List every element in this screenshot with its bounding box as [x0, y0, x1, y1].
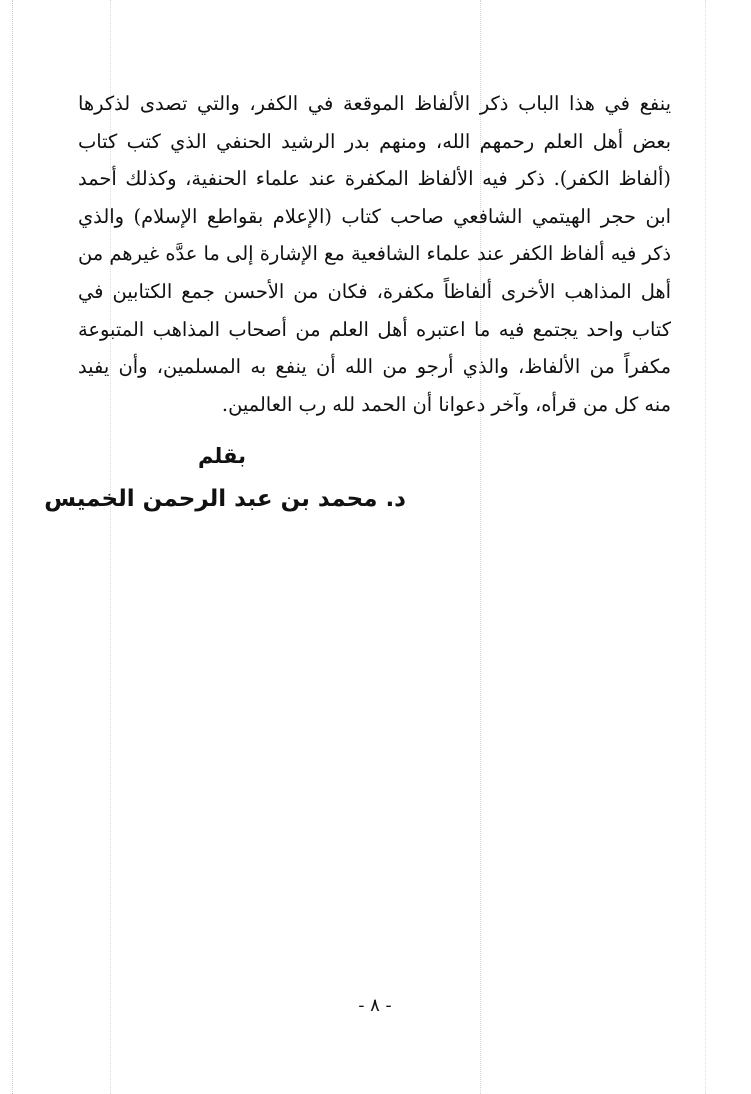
- text-line: كتاب واحد يجتمع فيه ما اعتبره أهل العلم من أصحاب المذاهب المتبوعة: [78, 317, 671, 341]
- scan-artifact-line: [12, 0, 13, 1094]
- page-number: - ٨ -: [358, 995, 392, 1016]
- text-line: ينفع في هذا الباب ذكر الألفاظ الموقعة في الكفر، والتي تصدى لذكرها: [78, 92, 671, 115]
- text-line: منه كل من قرأه، وآخر دعوانا أن الحمد لله رب العالمين.: [221, 392, 671, 416]
- text-line: بعض أهل العلم رحمهم الله، ومنهم بدر الرشيد الحنفي الذي كتب كتاب: [78, 129, 671, 153]
- signature-label: بقلم: [197, 444, 246, 468]
- author-name: د. محمد بن عبد الرحمن الخميس: [44, 486, 406, 512]
- scan-artifact-line: [705, 0, 706, 1094]
- text-line: ذكر فيه ألفاظ الكفر عند علماء الشافعية مع الإشارة إلى ما عدَّه غيرهم من: [78, 242, 671, 266]
- text-line: (ألفاظ الكفر). ذكر فيه الألفاظ المكفرة عند علماء الحنفية، وكذلك أحمد: [78, 167, 671, 191]
- text-line: ابن حجر الهيتمي الشافعي صاحب كتاب (الإعلام بقواطع الإسلام) والذي: [78, 204, 671, 228]
- body-paragraph: [78, 85, 671, 423]
- text-line: مكفراً من الألفاظ، والذي أرجو من الله أن ينفع به المسلمين، وأن يفيد: [78, 355, 671, 379]
- text-line: أهل المذاهب الأخرى ألفاظاً مكفرة، فكان من الأحسن جمع الكتابين في: [78, 279, 671, 303]
